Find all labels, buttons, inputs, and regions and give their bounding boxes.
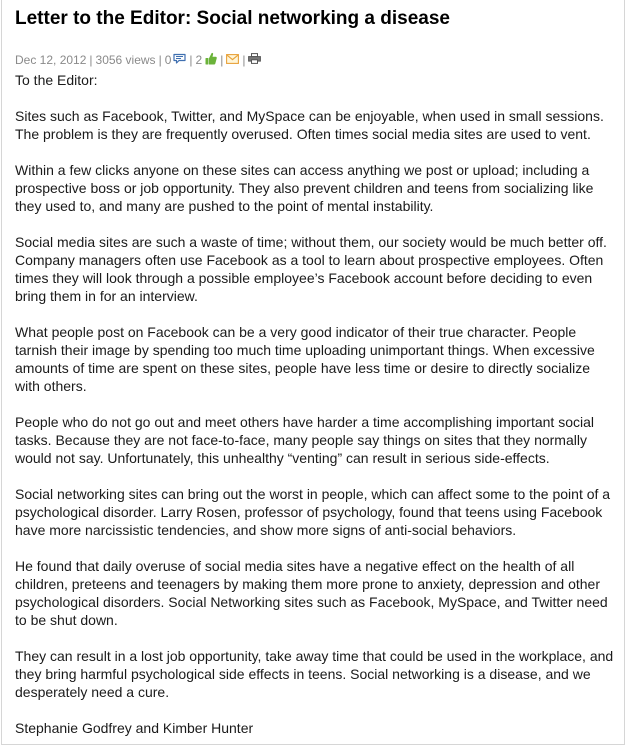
meta-separator: | <box>189 53 193 67</box>
body-paragraph: Within a few clicks anyone on these sites can access anything we post or upload; including a prospective boss or job opportunity. They also prevent children and teens from socializing like they used to, and many are pushed to the point of mental instability. <box>15 162 594 214</box>
body-paragraph: He found that daily overuse of social media sites have a negative effect on the health of all children, preteens and teenagers by making them more prone to anxiety, depression and other psychological disorders. Social Networking sites such as Facebook, MySpace, and Twitter need to be shut down. <box>15 558 608 628</box>
comments-link[interactable] <box>165 52 187 68</box>
meta-separator: | <box>158 53 162 67</box>
letter-salutation: To the Editor: <box>15 72 98 88</box>
body-paragraph: Sites such as Facebook, Twitter, and MySpace can be enjoyable, when used in small sessions. The problem is they are frequently overused. Often times social media sites are used to vent. <box>15 108 604 142</box>
body-paragraph: Social networking sites can bring out the worst in people, which can affect some to the point of a psychological disorder. Larry Rosen, professor of psychology, found that teens using Facebook have more narcissistic tendencies, and show more signs of anti-social behaviors. <box>15 486 611 538</box>
article-views: 3056 views <box>95 53 156 67</box>
body-paragraph: People who do not go out and meet others have harder a time accomplishing important social tasks. Because they are not face-to-face, many people say things on sites that they normally would not say. Unfortunately, this unhealthy “venting” can result in serious side-effects. <box>15 414 595 466</box>
printer-icon[interactable] <box>248 52 261 68</box>
body-paragraph: What people post on Facebook can be a very good indicator of their true character. People tarnish their image by spending too much time uploading unimportant things. When excessive amounts of time are spent on these sites, people have less time or desire to directly socialize with others. <box>15 324 595 394</box>
letter-signature: Stephanie Godfrey and Kimber Hunter <box>15 720 254 736</box>
article-date: Dec 12, 2012 <box>15 53 87 67</box>
article-body <box>15 71 615 737</box>
article-content <box>15 7 615 737</box>
article-meta-bar <box>15 52 615 68</box>
article-frame <box>1 0 625 745</box>
meta-separator: | <box>220 53 224 67</box>
meta-separator: | <box>242 53 246 67</box>
comments-count: 0 <box>164 53 172 67</box>
meta-separator: | <box>89 53 93 67</box>
article-title: Letter to the Editor: Social networking a disease <box>15 8 450 29</box>
envelope-icon[interactable] <box>226 52 239 68</box>
thumbs-up-icon <box>205 52 217 69</box>
speech-bubble-icon <box>173 52 186 68</box>
body-paragraph: Social media sites are such a waste of time; without them, our society would be much better off. Company managers often use Facebook as a tool to learn about prospective employees. Often times they will look through a possible employee’s Facebook account before deciding to even bring them in for an interview. <box>15 234 607 304</box>
like-button[interactable] <box>196 52 218 69</box>
likes-count: 2 <box>195 53 203 67</box>
body-paragraph: They can result in a lost job opportunity, take away time that could be used in the workplace, and they bring harmful psychological side effects in teens. Social networking is a disease, and we desperately need a cure. <box>15 648 614 700</box>
